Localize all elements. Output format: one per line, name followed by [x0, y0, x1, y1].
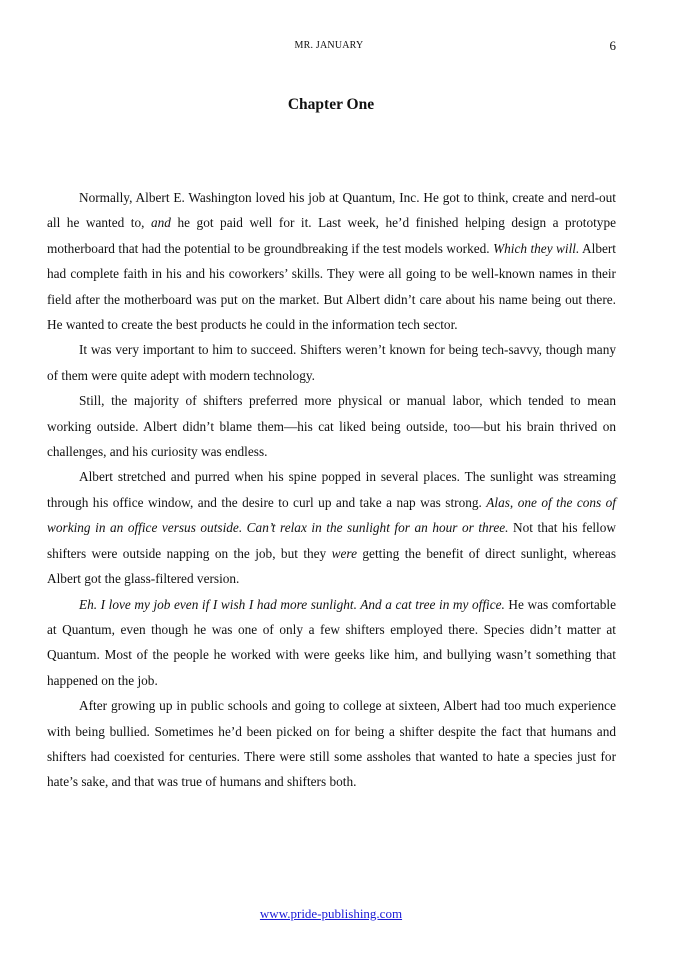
paragraph-text: Not that his fellow shifters were outside napping on the job, but they [47, 520, 616, 561]
page-header [0, 38, 678, 54]
italic-text: and [151, 215, 171, 231]
body-paragraph [47, 337, 616, 388]
italic-text: Alas, one of the cons of working in an office versus outside. Can’t relax in the sunlight for an hour or three. [47, 494, 616, 536]
paragraph-text: Albert stretched and purred when his spine popped in several places. The sunlight was streaming through his office window, and the desire to curl up and take a nap was strong. [47, 469, 616, 510]
italic-text: Eh. I love my job even if I wish I had more sunlight. And a cat tree in my office. [79, 596, 505, 612]
paragraph-text: Albert had complete faith in his and his coworkers’ skills. They were all going to be well-known names in their field after the motherboard was put on the market. But Albert didn’t care about his name being out there. He wanted to create the best products he could in the information tech sector. [47, 240, 617, 333]
chapter-title: Chapter One [287, 96, 375, 113]
chapter-body [47, 185, 616, 795]
paragraph-text: He was comfortable at Quantum, even though he was one of only a few shifters employed there. Species didn’t matter at Quantum. Most of the people he worked with were geeks like him, and bullying wasn’t something that happened on the job. [47, 596, 616, 688]
body-paragraph [47, 388, 616, 464]
paragraph-text: After growing up in public schools and going to college at sixteen, Albert had too much experience with being bullied. Sometimes he’d been picked on for being a shifter despite the fact that humans and shifters had coexisted for centuries. There were still some assholes that wanted to hate a species just for hate’s sake, and that was true of humans and shifters both. [47, 698, 616, 790]
running-title: MR. JANUARY [294, 40, 364, 51]
body-paragraph [47, 693, 616, 795]
paragraph-text: Still, the majority of shifters preferred more physical or manual labor, which tended to mean working outside. Albert didn’t blame them—his cat liked being outside, too—but his brain thrived on challenges, and his curiosity was endless. [47, 393, 616, 460]
body-paragraph [47, 592, 616, 694]
paragraph-text: It was very important to him to succeed. Shifters weren’t known for being tech-savvy, though many of them were quite adept with modern technology. [47, 342, 616, 383]
italic-text: were [331, 545, 357, 561]
italic-text: Which they will. [493, 240, 580, 256]
paragraph-text: getting the benefit of direct sunlight, whereas Albert got the glass-filtered version. [47, 545, 616, 587]
body-paragraph [47, 464, 616, 591]
body-paragraph [47, 185, 616, 337]
footer [0, 906, 662, 922]
paragraph-text: he got paid well for it. Last week, he’d finished helping design a prototype motherboard that had the potential to be groundbreaking if the test models worked. [47, 215, 616, 256]
paragraph-text: Normally, Albert E. Washington loved his job at Quantum, Inc. He got to think, create and nerd-out all he wanted to, [47, 190, 616, 231]
page-number: 6 [609, 38, 616, 53]
publisher-website-link[interactable]: www.pride-publishing.com [259, 906, 403, 921]
